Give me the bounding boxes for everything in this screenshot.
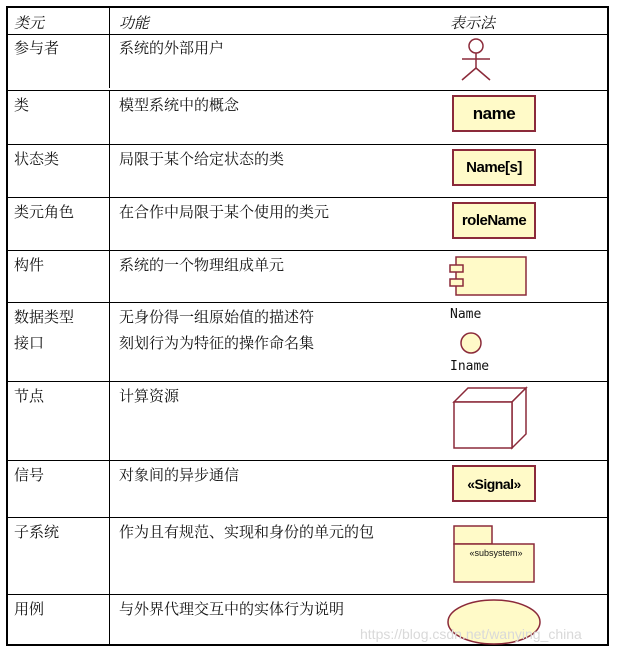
column-divider — [109, 460, 110, 518]
classifier-name: 信号 — [14, 466, 45, 484]
classifier-name: 类 — [14, 96, 30, 114]
column-divider — [109, 144, 110, 198]
column-divider — [109, 517, 110, 595]
column-divider — [109, 250, 110, 303]
datatype-label: Name — [450, 307, 482, 322]
state-class-box: Name[s] — [452, 149, 536, 186]
column-divider — [109, 594, 110, 646]
function-text: 局限于某个给定状态的类 — [119, 150, 285, 168]
class-box: name — [452, 95, 536, 132]
classifier-name: 数据类型 — [14, 308, 75, 326]
column-divider — [109, 8, 110, 88]
signal-box: «Signal» — [452, 465, 536, 502]
function-text: 计算资源 — [119, 387, 180, 405]
function-text: 模型系统中的概念 — [119, 96, 240, 114]
subsystem-label: «subsystem» — [469, 548, 523, 558]
classifier-name: 参与者 — [14, 39, 60, 57]
function-text: 无身份得一组原始值的描述符 — [119, 308, 315, 326]
column-divider — [109, 90, 110, 145]
actor-icon — [452, 38, 502, 83]
divider — [8, 381, 607, 382]
node-cube-icon — [452, 386, 528, 450]
divider — [8, 302, 607, 303]
divider — [8, 594, 607, 595]
role-box: roleName — [452, 202, 536, 239]
function-text: 作为且有规范、实现和身份的单元的包 — [119, 523, 375, 541]
watermark: https://blog.csdn.net/wanying_china — [360, 626, 582, 642]
classifier-name: 类元角色 — [14, 203, 75, 221]
column-divider — [109, 197, 110, 251]
divider — [8, 34, 607, 35]
divider — [8, 90, 607, 91]
table-frame — [6, 6, 609, 646]
interface-circle-icon — [459, 331, 485, 357]
divider — [8, 144, 607, 145]
classifier-name: 接口 — [14, 334, 45, 352]
header-col-function: 功能 — [119, 14, 150, 32]
divider — [8, 250, 607, 251]
divider — [8, 197, 607, 198]
divider — [8, 517, 607, 518]
classifier-name: 节点 — [14, 387, 45, 405]
interface-label: Iname — [450, 359, 490, 374]
classifier-name: 用例 — [14, 600, 45, 618]
column-divider — [109, 302, 110, 382]
function-text: 与外界代理交互中的实体行为说明 — [119, 600, 345, 618]
divider — [8, 460, 607, 461]
function-text: 系统的外部用户 — [119, 39, 225, 57]
function-text: 对象间的异步通信 — [119, 466, 240, 484]
header-col-notation: 表示法 — [450, 14, 496, 32]
function-text: 刻划行为为特征的操作命名集 — [119, 334, 315, 352]
component-icon — [448, 255, 528, 297]
function-text: 在合作中局限于某个使用的类元 — [119, 203, 330, 221]
function-text: 系统的一个物理组成单元 — [119, 256, 285, 274]
classifier-name: 子系统 — [14, 523, 60, 541]
column-divider — [109, 381, 110, 461]
classifier-name: 状态类 — [14, 150, 60, 168]
classifier-name: 构件 — [14, 256, 45, 274]
header-col-classifier: 类元 — [14, 14, 45, 32]
